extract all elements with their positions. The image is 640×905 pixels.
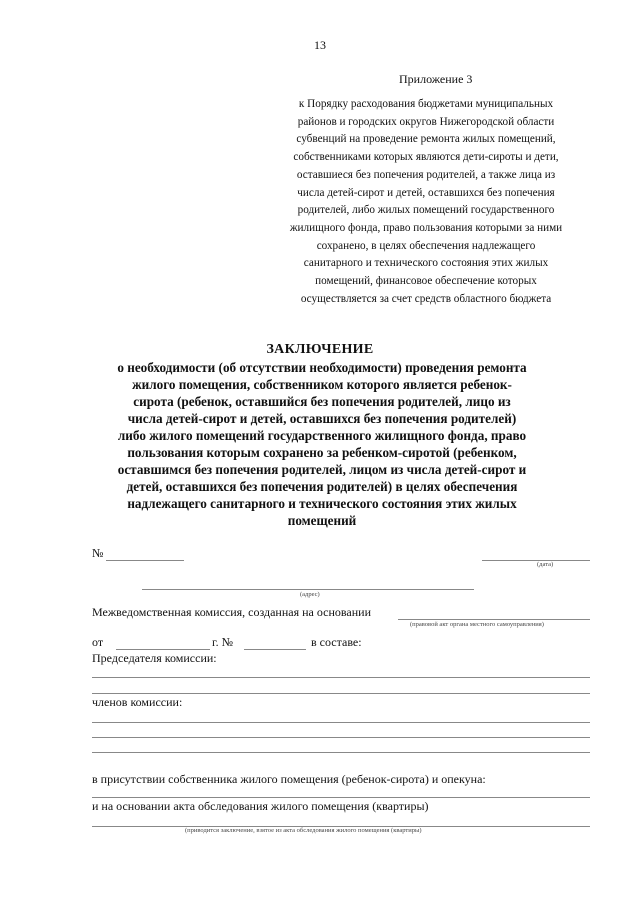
preamble-line: родителей, либо жилых помещений государственного	[297, 204, 555, 217]
from-label: от	[92, 635, 104, 649]
composition-label: в составе:	[311, 635, 362, 649]
address-caption: (адрес)	[300, 591, 320, 598]
date-caption: (дата)	[537, 561, 554, 568]
legal-act-field[interactable]	[398, 619, 590, 620]
preamble-line: числа детей-сирот и детей, оставшихся без попечения	[297, 186, 555, 199]
date-field[interactable]	[482, 560, 590, 561]
preamble-line: районов и городских округов Нижегородской области	[297, 115, 555, 128]
preamble-line: сохранено, в целях обеспечения надлежащего	[316, 239, 536, 252]
act-number-field[interactable]	[244, 649, 306, 650]
preamble	[270, 96, 582, 308]
address-field[interactable]	[142, 589, 474, 590]
members-field-line[interactable]	[92, 752, 590, 753]
year-number-label: г. №	[212, 635, 234, 649]
preamble-line: осуществляется за счет средств областного бюджета	[300, 292, 552, 305]
number-field[interactable]	[106, 560, 184, 561]
presence-field-line[interactable]	[92, 797, 590, 798]
number-label: №	[92, 546, 104, 560]
preamble-line: субвенций на проведение ремонта жилых помещений,	[296, 133, 556, 146]
members-label: членов комиссии:	[92, 695, 183, 709]
chairman-field-line[interactable]	[92, 693, 590, 694]
document-title: ЗАКЛЮЧЕНИЕ	[266, 342, 374, 357]
subtitle-line: жилого помещения, собственником которого является ребенок-	[132, 377, 512, 392]
document-subtitle	[92, 359, 552, 529]
members-field-line[interactable]	[92, 722, 590, 723]
preamble-line: помещений, финансовое обеспечение которых	[315, 275, 537, 288]
subtitle-line: о необходимости (об отсутствии необходимости) проведения ремонта	[117, 360, 527, 375]
subtitle-line: пользования которым сохранено за ребенком-сиротой (ребенком,	[127, 445, 517, 460]
conclusion-caption: (приводится заключение, взятое из акта обследования жилого помещения (квартиры)	[185, 827, 422, 834]
preamble-line: оставшиеся без попечения родителей, а также лица из	[296, 168, 556, 181]
commission-text: Межведомственная комиссия, созданная на основании	[92, 605, 372, 619]
appendix-label: Приложение 3	[399, 72, 473, 86]
preamble-line: собственниками которых являются дети-сироты и дети,	[293, 151, 559, 164]
basis-text: и на основании акта обследования жилого помещения (квартиры)	[92, 799, 429, 813]
members-field-line[interactable]	[92, 737, 590, 738]
subtitle-line: детей, оставшихся без попечения родителей) в целях обеспечения	[126, 479, 518, 494]
subtitle-line: надлежащего санитарного и технического состояния этих жилых	[127, 496, 517, 511]
presence-text: в присутствии собственника жилого помещения (ребенок-сирота) и опекуна:	[92, 772, 486, 786]
subtitle-line: помещений	[287, 513, 357, 528]
subtitle-line: оставшимся без попечения родителей, лицом из числа детей-сирот и	[117, 462, 527, 477]
preamble-line: к Порядку расходования бюджетами муниципальных	[298, 98, 554, 110]
chairman-field-line[interactable]	[92, 677, 590, 678]
preamble-line: санитарного и технического состояния этих жилых	[303, 257, 549, 270]
chairman-label: Председателя комиссии:	[92, 651, 217, 665]
subtitle-line: сирота (ребенок, оставшийся без попечения родителей, лицо из	[133, 394, 511, 409]
from-date-field[interactable]	[116, 649, 210, 650]
subtitle-line: либо жилого помещений государственного жилищного фонда, право	[117, 428, 527, 443]
preamble-line: жилищного фонда, право пользования которыми за ними	[289, 221, 563, 234]
legal-act-caption: (правовой акт органа местного самоуправления)	[410, 621, 544, 628]
page-number: 13	[314, 38, 326, 52]
subtitle-line: числа детей-сирот и детей, оставшихся без попечения родителей)	[127, 411, 517, 426]
